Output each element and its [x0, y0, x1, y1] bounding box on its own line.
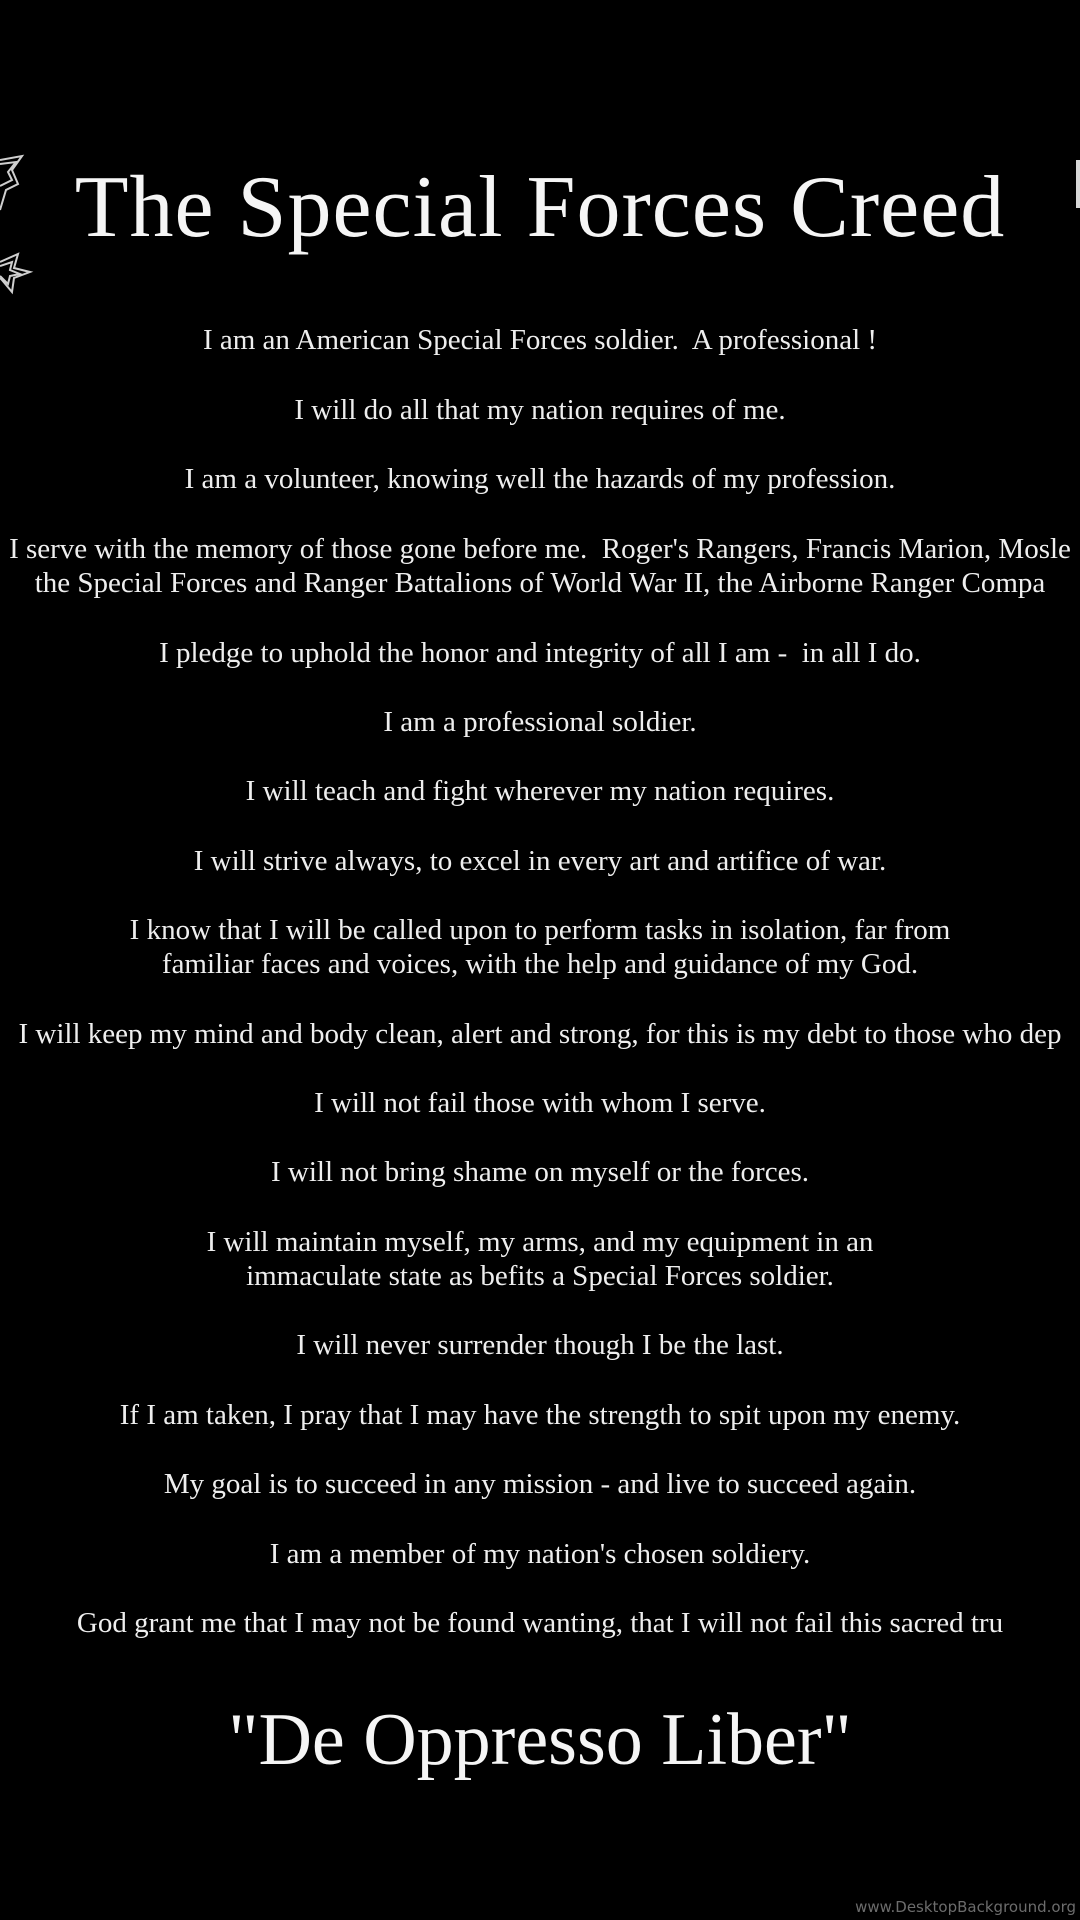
creed-line: My goal is to succeed in any mission - and live to succeed again. — [163, 1468, 917, 1500]
creed-line: I will keep my mind and body clean, alert and strong, for this is my debt to those who dep — [18, 1018, 1062, 1050]
creed-line: I will not bring shame on myself or the forces. — [271, 1156, 809, 1188]
watermark: www.DesktopBackground.org — [855, 1898, 1076, 1916]
motto: "De Oppresso Liber" — [228, 1699, 852, 1781]
page-title: The Special Forces Creed — [74, 159, 1006, 256]
creed-line: I pledge to uphold the honor and integrity of all I am - in all I do. — [159, 637, 921, 669]
creed-line: immaculate state as befits a Special Forces soldier. — [246, 1260, 834, 1292]
creed-line: God grant me that I may not be found wanting, that I will not fail this sacred tru — [76, 1607, 1004, 1639]
creed-line: I will not fail those with whom I serve. — [314, 1087, 766, 1119]
creed-line: I am a professional soldier. — [383, 706, 697, 738]
creed-line: familiar faces and voices, with the help and guidance of my God. — [161, 948, 919, 980]
creed-line: I will teach and fight wherever my nation requires. — [245, 775, 835, 807]
creed-line: I am an American Special Forces soldier. A professional ! — [202, 324, 878, 356]
creed-line: I will strive always, to excel in every art and artifice of war. — [193, 845, 887, 877]
creed-line: I am a volunteer, knowing well the hazards of my profession. — [184, 463, 896, 495]
creed-line: I will maintain myself, my arms, and my equipment in an — [206, 1226, 874, 1258]
creed-line: the Special Forces and Ranger Battalions of World War II, the Airborne Ranger Compa — [34, 567, 1046, 599]
creed-line: I am a member of my nation's chosen soldiery. — [269, 1538, 811, 1570]
creed-line: I know that I will be called upon to perform tasks in isolation, far from — [129, 914, 951, 946]
creed-line: I serve with the memory of those gone before me. Roger's Rangers, Francis Marion, Mosle — [9, 533, 1071, 565]
creed-line: If I am taken, I pray that I may have the strength to spit upon my enemy. — [119, 1399, 961, 1431]
creed-line: I will never surrender though I be the last. — [296, 1329, 784, 1361]
creed-line: I will do all that my nation requires of me. — [294, 394, 786, 426]
